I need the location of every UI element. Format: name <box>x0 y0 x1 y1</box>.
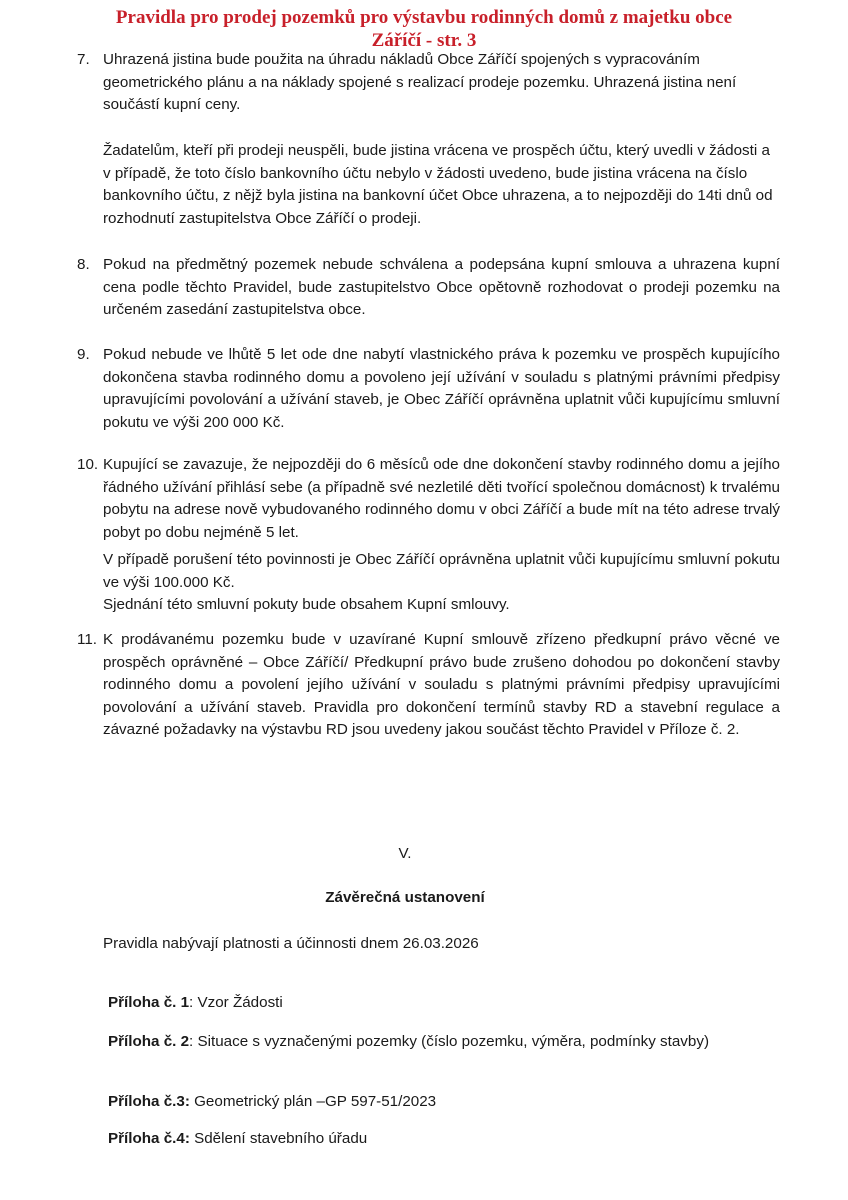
annex-2 <box>108 1031 780 1054</box>
annex-3 <box>108 1091 780 1114</box>
title-line-1: Pravidla pro prodej pozemků pro výstavbu rodinných domů z majetku obce <box>115 7 733 28</box>
annex-text: Vzor Žádosti <box>197 994 283 1011</box>
penalty-paragraph <box>103 549 780 617</box>
item-number: 7. <box>77 51 90 68</box>
annex-text: Geometrický plán –GP 597-51/2023 <box>194 1093 437 1110</box>
annex-text: Situace s vyznačenými pozemky (číslo pozemku, výměra, podmínky stavby) <box>197 1033 709 1050</box>
annex-4 <box>108 1128 780 1151</box>
item-11 <box>77 629 780 742</box>
page-title <box>0 6 848 52</box>
annex-label: Příloha č.3: <box>108 1093 190 1110</box>
validity-statement: Pravidla nabývají platnosti a účinnosti dnem 26.03.2026 <box>103 935 479 952</box>
item-number: 9. <box>77 346 90 363</box>
section-heading: Závěrečná ustanovení <box>325 889 485 906</box>
annex-text: Sdělení stavebního úřadu <box>194 1130 368 1147</box>
item-text: V případě porušení této povinnosti je Obec Záříčí oprávněna uplatnit vůči kupujícímu smluvní pokutu ve výši 100.000 Kč. <box>103 551 780 591</box>
item-text: Kupující se zavazuje, že nejpozději do 6 měsíců ode dne dokončení stavby rodinného domu a jejího řádného užívání přihlásí sebe (a případně své nezletilé děti tvořící společnou domácnost) k trvalému pobytu na adrese nově vybudovaného rodinného domu v obci Záříčí a bude mít na této adrese trvalý pobyt po dobu nejméně 5 let. <box>103 456 780 541</box>
annex-label: Příloha č. 1 <box>108 994 190 1011</box>
annex-label: Příloha č. 2 <box>108 1033 190 1050</box>
item-9 <box>77 344 780 434</box>
item-text: Uhrazená jistina bude použita na úhradu nákladů Obce Záříčí spojených s vypracováním geometrického plánu a na náklady spojené s realizací prodeje pozemku. Uhrazená jistina není součástí kupní ceny. <box>103 51 737 114</box>
item-10 <box>77 454 780 544</box>
item-number: 11. <box>77 631 97 648</box>
annex-label: Příloha č.4: <box>108 1130 190 1147</box>
item-text: Sjednání této smluvní pokuty bude obsahem Kupní smlouvy. <box>103 596 510 614</box>
item-number: 8. <box>77 256 90 273</box>
refund-paragraph <box>103 140 780 230</box>
annex-separator: : <box>189 1033 198 1050</box>
item-8 <box>77 254 780 322</box>
item-number: 10. <box>77 456 99 473</box>
annex-separator: : <box>189 994 198 1011</box>
title-line-2: Záříčí - str. 3 <box>371 30 477 51</box>
item-7 <box>77 49 780 117</box>
item-text: Pokud nebude ve lhůtě 5 let ode dne nabytí vlastnického práva k pozemku ve prospěch kupujícího dokončena stavba rodinného domu a povoleno její užívání v souladu s platnými právními předpisy upravujícími povolování a užívání staveb, je Obec Záříčí oprávněna uplatnit vůči kupujícímu smluvní pokutu ve výši 200 000 Kč. <box>103 346 780 431</box>
item-text: Žadatelům, kteří při prodeji neuspěli, bude jistina vrácena ve prospěch účtu, který uvedli v žádosti a v případě, že toto číslo bankovního účtu nebylo v žádosti uvedeno, bude jistina vrácena na číslo bankovního účtu, z nějž byla jistina na bankovní účet Obce uhrazena, a to nejpozději do 14ti dnů od rozhodnutí zastupitelstva Obce Záříčí o prodeji. <box>103 142 773 227</box>
section-numeral: V. <box>398 845 412 862</box>
item-text: K prodávanému pozemku bude v uzavírané Kupní smlouvě zřízeno předkupní právo věcné ve prospěch oprávněné – Obce Záříčí/ Předkupní právo bude zrušeno dohodou po dokončení stavby rodinného domu a povolení jejího užívání v souladu s platnými právními předpisy upravujícími povolování a užívání staveb. Pravidla pro dokončení termínů stavby RD a stavební regulace a závazné požadavky na výstavbu RD jsou uvedeny jakou součást těchto Pravidel v Příloze č. 2. <box>103 631 780 739</box>
item-text: Pokud na předmětný pozemek nebude schválena a podepsána kupní smlouva a uhrazena kupní cena podle těchto Pravidel, bude zastupitelstvo Obce opětovně rozhodovat o prodeji pozemku na určeném zasedání zastupitelstva obce. <box>103 256 780 319</box>
annex-1 <box>108 992 780 1015</box>
